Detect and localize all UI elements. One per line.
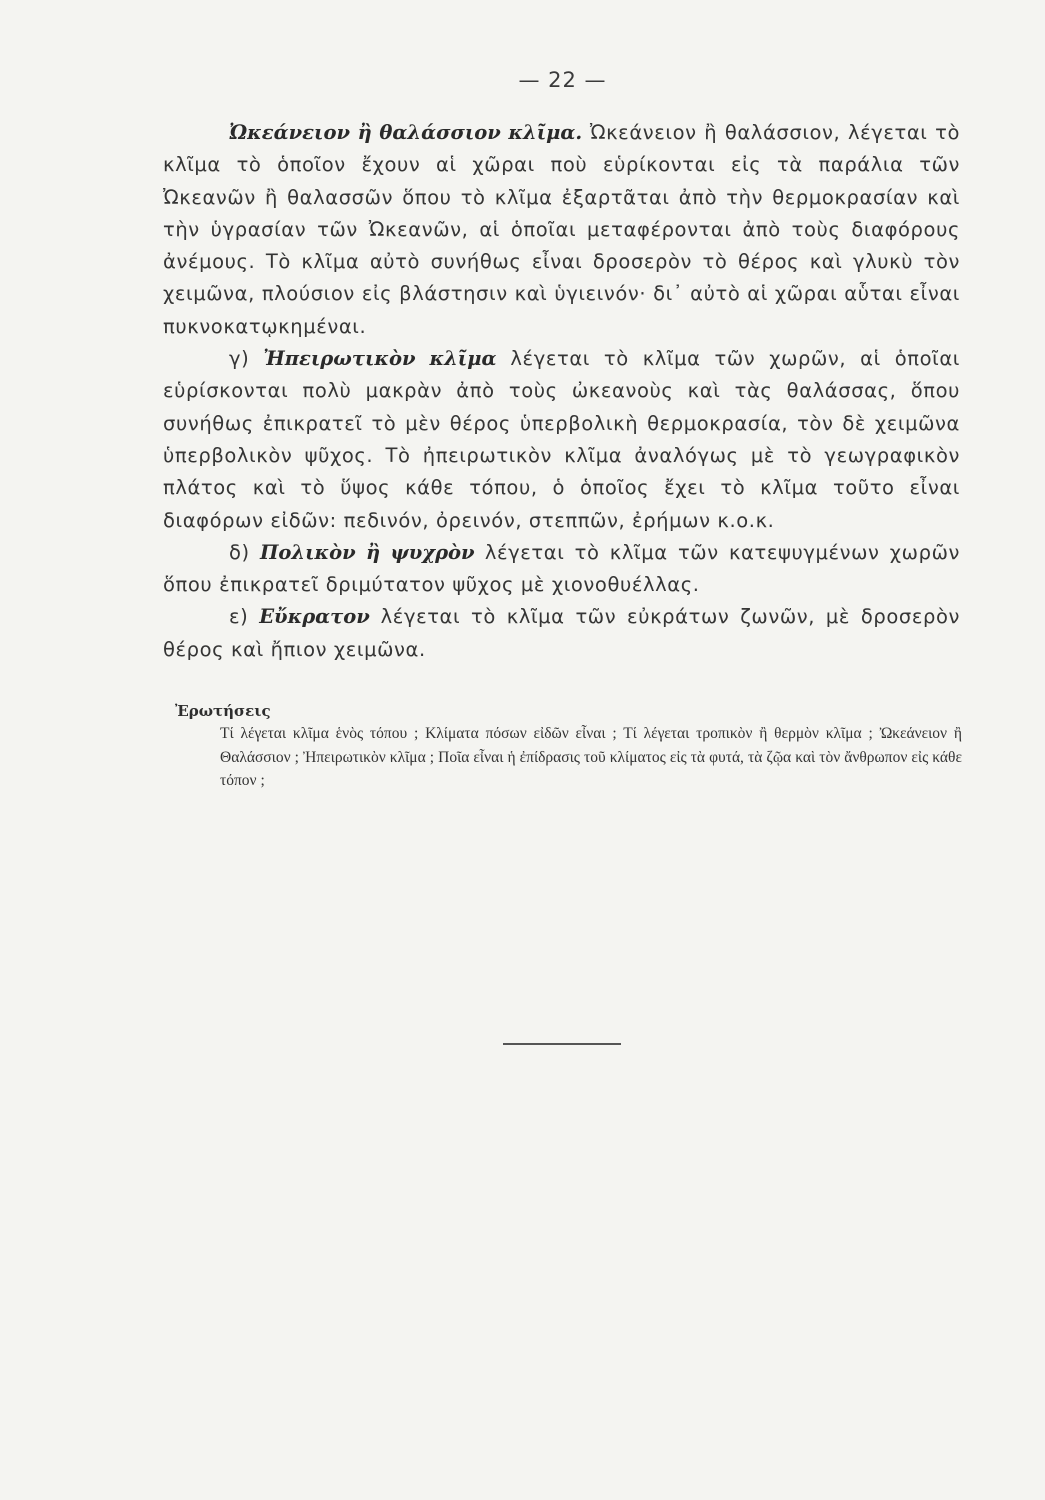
paragraph-continental-climate [163, 343, 960, 537]
paragraph-text: λέγεται τὸ κλῖμα τῶν χωρῶν, αἱ ὁποῖαι εὑρίσκονται πολὺ μακρὰν ἀπὸ τοὺς ὠκεανοὺς καὶ τὰς θαλάσσας, ὅπου συνήθως ἐπικρατεῖ τὸ μὲν θέρος ὑπερβολικὴ θερμοκρασία, τὸν δὲ χειμῶνα ὑπερβολικὸν ψῦχος. Τὸ ἠπειρωτικὸν κλῖμα ἀναλόγως μὲ τὸ γεωγραφικὸν πλάτος καὶ τὸ ὕψος κάθε τόπου, ὁ ὁποῖος ἔχει τὸ κλῖμα τοῦτο εἶναι διαφόρων εἰδῶν: πεδινόν, ὀρεινόν, στεππῶν, ἐρήμων κ.ο.κ. [163, 347, 960, 532]
paragraph-text: λέγεται τὸ κλῖμα τῶν εὐκράτων ζωνῶν, μὲ δροσερὸν θέρος καὶ ἤπιον χειμῶνα. [163, 605, 960, 661]
questions-heading: Ἐρωτήσεις [175, 702, 271, 720]
questions-paragraph: Τί λέγεται κλῖμα ἑνὸς τόπου ; Κλίματα πόσων εἰδῶν εἶναι ; Τί λέγεται τροπικὸν ἢ θερμὸν κλῖμα ; Ὠκεάνειον ἢ Θαλάσσιον ; Ἠπειρωτικὸν κλῖμα ; Ποῖα εἶναι ἡ ἐπίδρασις τοῦ κλίματος εἰς τὰ φυτά, τὰ ζῷα καὶ τὸν ἄνθρωπον εἰς κάθε τόπον ; [220, 725, 962, 789]
item-marker: δ) [229, 540, 260, 564]
item-marker: ε) [229, 605, 260, 629]
term-continental-climate: Ἠπειρωτικὸν κλῖμα [263, 347, 497, 371]
paragraph-oceanic-climate [163, 117, 960, 343]
term-oceanic-climate: Ὠκεάνειον ἢ θαλάσσιον κλῖμα. [229, 121, 583, 144]
term-polar-climate: Πολικὸν ἢ ψυχρὸν [260, 540, 475, 564]
paragraph-temperate-climate [163, 601, 960, 666]
main-text [163, 117, 960, 666]
questions-text [220, 722, 962, 793]
paragraph-polar-climate [163, 537, 960, 602]
item-marker: γ) [229, 347, 264, 371]
paragraph-text: Ὠκεάνειον ἢ θαλάσσιον, λέγεται τὸ κλῖμα τὸ ὁποῖον ἔχουν αἱ χῶραι ποὺ εὑρίκονται εἰς τὰ παράλια τῶν Ὠκεανῶν ἢ θαλασσῶν ὅπου τὸ κλῖμα ἐξαρτᾶται ἀπὸ τὴν θερμοκρασίαν καὶ τὴν ὑγρασίαν τῶν Ὠκεανῶν, αἱ ὁποῖαι μεταφέρονται ἀπὸ τοὺς διαφόρους ἀνέμους. Τὸ κλῖμα αὐτὸ συνήθως εἶναι δροσερὸν τὸ θέρος καὶ γλυκὺ τὸν χειμῶνα, πλούσιον εἰς βλάστησιν καὶ ὑγιεινόν· δι᾽ αὐτὸ αἱ χῶραι αὗται εἶναι πυκνοκατῳκημέναι. [163, 121, 960, 338]
page-number: — 22 — [518, 68, 607, 92]
term-temperate-climate: Εὔκρατον [259, 605, 370, 629]
paragraph-text: λέγεται τὸ κλῖμα τῶν κατεψυγμένων χωρῶν ὅπου ἐπικρατεῖ δριμύτατον ψῦχος μὲ χιονοθυέλλας. [163, 540, 960, 597]
end-divider [503, 1043, 621, 1045]
